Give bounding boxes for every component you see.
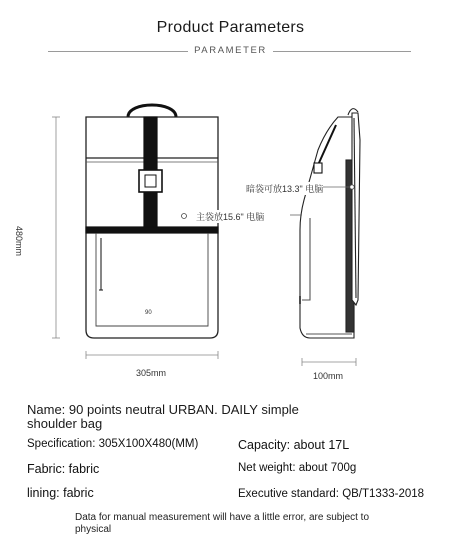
product-name: Name: 90 points neutral URBAN. DAILY simple shoulder bag [27,402,299,431]
spec-net-weight: Net weight: about 700g [238,462,357,474]
subtitle-text: PARAMETER [188,45,273,56]
spec-lining: lining: fabric [27,486,94,500]
height-dimension-line [52,117,60,338]
front-logo: 90 [145,310,152,316]
width-dimension-line [86,351,218,359]
spec-capacity: Capacity: about 17L [238,438,350,452]
spec-fabric: Fabric: fabric [27,462,100,476]
callout-main-pocket: 主袋放15.6" 电脑 [196,212,265,222]
page-title: Product Parameters [156,19,305,36]
depth-dimension-line [302,358,356,366]
spec-standard: Executive standard: QB/T1333-2018 [238,488,425,500]
spec-specification: Specification: 305X100X480(MM) [27,438,199,450]
depth-label: 100mm [313,371,344,381]
height-label: 480mm [14,226,24,257]
measurement-note: Data for manual measurement will have a little error, are subject to physical [75,512,370,535]
callout-hidden-pocket: 暗袋可放13.3" 电脑 [246,184,324,194]
width-label: 305mm [136,368,167,378]
backpack-side-view [300,109,360,338]
